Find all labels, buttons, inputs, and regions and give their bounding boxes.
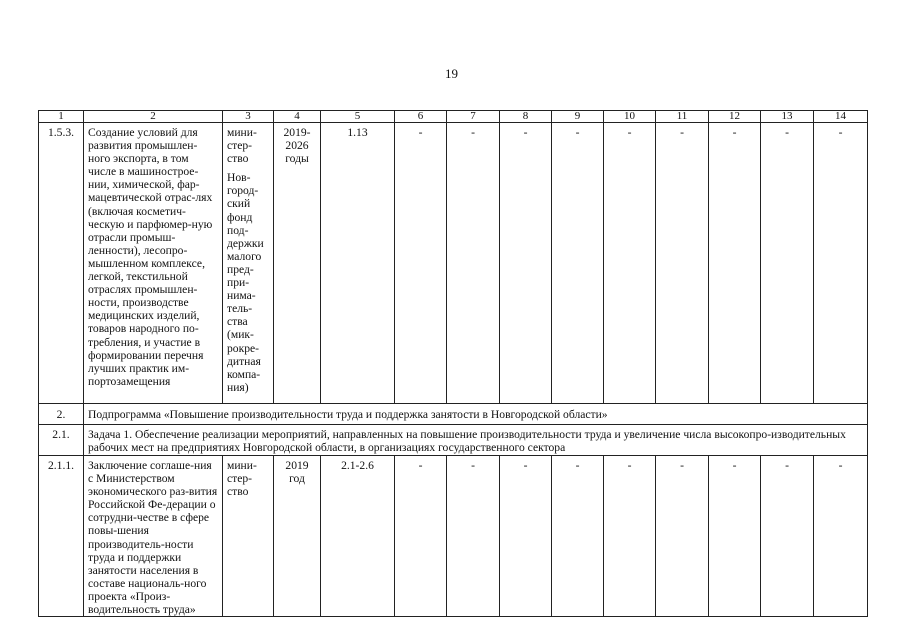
value-cell: -: [656, 456, 709, 617]
executor-line: мини-стер-ство: [227, 459, 257, 499]
executor-line: Нов-город-ский фонд под-держки малого пред-при-нима-тель-ства (мик-рокре-дитная компа-ния): [227, 171, 264, 394]
value-cell: -: [604, 123, 656, 404]
column-header: 6: [395, 111, 447, 123]
value-cell: -: [500, 123, 552, 404]
column-header: 7: [447, 111, 500, 123]
column-header: 4: [274, 111, 321, 123]
row-number: 1.5.3.: [39, 123, 84, 404]
row-number: 2.1.1.: [39, 456, 84, 617]
row-number: 2.1.: [39, 425, 84, 456]
column-header: 13: [761, 111, 814, 123]
period-cell: 2019-2026 годы: [274, 123, 321, 404]
column-header: 9: [552, 111, 604, 123]
executor-cell: [223, 123, 274, 404]
value-cell: -: [500, 456, 552, 617]
column-header: 2: [84, 111, 223, 123]
value-cell: -: [814, 123, 868, 404]
row-number: 2.: [39, 404, 84, 425]
column-header-row: [39, 111, 868, 123]
value-cell: -: [656, 123, 709, 404]
value-cell: -: [709, 456, 761, 617]
value-cell: -: [761, 456, 814, 617]
measure-title: Создание условий для развития промышлен-ного экспорта, в том числе в машинострое-нии, химической, фар-мацевтической отрас-лях (включая косметич-ческую и парфюмер-ную отрасли промыш-ленности), лесопро-мышленном комплексе, легкой, текстильной отраслях промышлен-ности, производстве медицинских изделий, товаров народного по-требления, и участие в формировании перечня лучших практик им-портозамещения: [84, 123, 223, 404]
indicator-cell: 1.13: [321, 123, 395, 404]
value-cell: -: [447, 456, 500, 617]
task-row: [39, 425, 868, 456]
value-cell: -: [447, 123, 500, 404]
plan-table: [38, 110, 868, 617]
value-cell: -: [552, 123, 604, 404]
subprogram-row: [39, 404, 868, 425]
value-cell: -: [761, 123, 814, 404]
value-cell: -: [604, 456, 656, 617]
column-header: 11: [656, 111, 709, 123]
executor-cell: [223, 456, 274, 617]
value-cell: -: [814, 456, 868, 617]
column-header: 8: [500, 111, 552, 123]
value-cell: -: [395, 123, 447, 404]
task-title: Задача 1. Обеспечение реализации мероприятий, направленных на повышение производительности труда и увеличение числа высокопро-изводительных рабочих мест на предприятиях Новгородской области, в организациях государственного сектора: [84, 425, 868, 456]
page-number: 19: [445, 66, 458, 81]
indicator-cell: 2.1-2.6: [321, 456, 395, 617]
column-header: 1: [39, 111, 84, 123]
table-row: [39, 456, 868, 617]
table-row: [39, 123, 868, 404]
column-header: 12: [709, 111, 761, 123]
period-cell: 2019 год: [274, 456, 321, 617]
value-cell: -: [395, 456, 447, 617]
measure-title: Заключение соглаше-ния с Министерством экономического раз-вития Российской Фе-дерации о сотрудни-честве в сфере повы-шения производитель-ности труда и поддержки занятости населения в составе националь-ного проекта «Произ-водительность труда»: [84, 456, 223, 617]
column-header: 5: [321, 111, 395, 123]
executor-line: мини-стер-ство: [227, 126, 257, 166]
column-header: 14: [814, 111, 868, 123]
column-header: 3: [223, 111, 274, 123]
value-cell: -: [552, 456, 604, 617]
value-cell: -: [709, 123, 761, 404]
subprogram-title: Подпрограмма «Повышение производительности труда и поддержка занятости в Новгородской области»: [84, 404, 868, 425]
column-header: 10: [604, 111, 656, 123]
